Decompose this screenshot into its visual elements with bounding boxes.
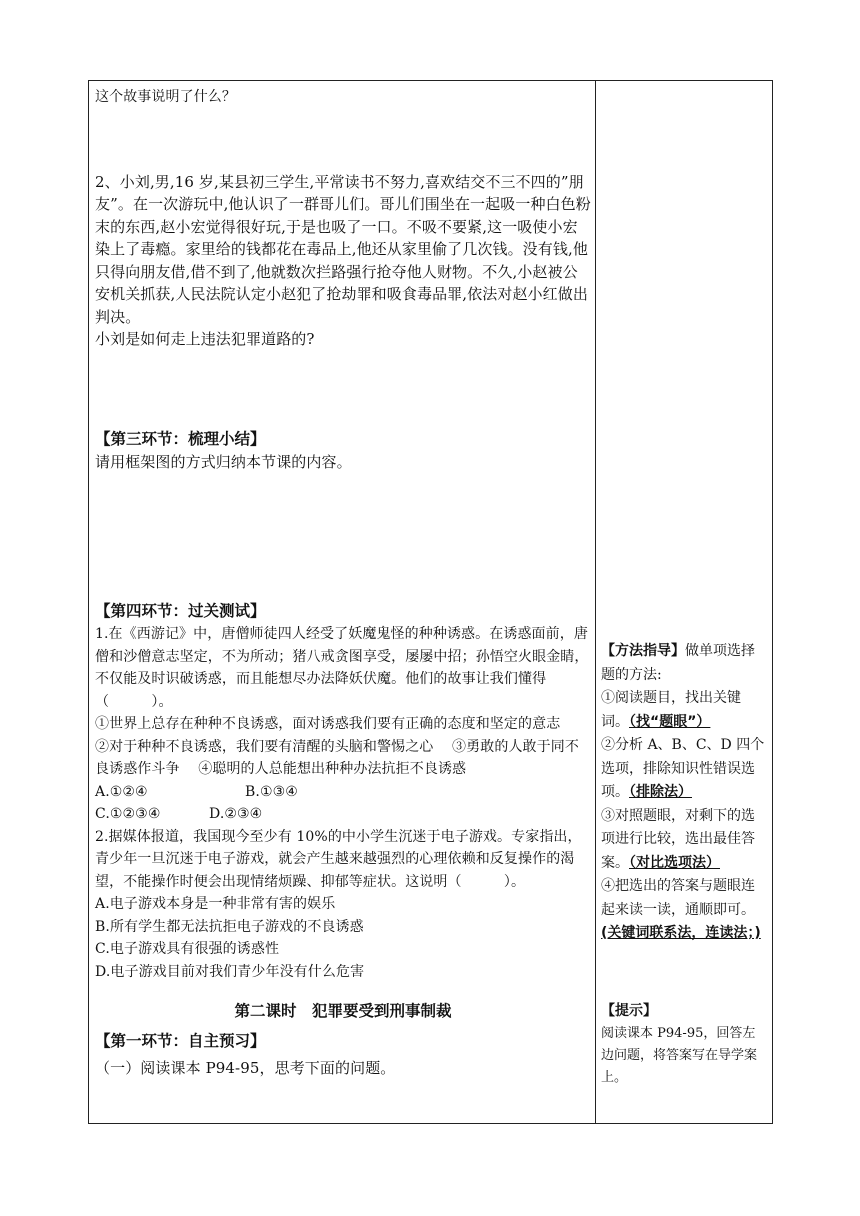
test-question-1: 1.在《西游记》中，唐僧师徒四人经受了妖魔鬼怪的种种诱惑。在诱惑面前，唐僧和沙僧意志坚定，不为所动；猪八戒贪图享受，屡屡中招；孙悟空火眼金睛，不仅能及时识破诱惑，而且能想尽办法降妖伏魔。他们的故事让我们懂得 （ ）。: [95, 626, 589, 710]
test-question-1-statements: ①世界上总存在种种不良诱惑，面对诱惑我们要有正确的态度和坚定的意志 ②对于种种不良诱惑，我们要有清醒的头脑和警惕之心 ③勇敢的人敢于同不良诱惑作斗争 ④聪明的人总能想出种种办法抗拒不良诱惑: [95, 716, 589, 777]
option-d: D.②③④: [209, 806, 263, 822]
question-2-text: 2、小刘,男,16 岁,某县初三学生,平常读书不努力,喜欢结交不三不四的”朋友”。在一次游玩中,他认识了一群哥儿们。哥儿们围坐在一起吸一种白色粉末的东西,赵小宏觉得很好玩,于是也吸了一口。不吸不要紧,这一吸使小宏染上了毒瘾。家里给的钱都花在毒品上,他还从家里偷了几次钱。没有钱,他只得向朋友借,借不到了,他就数次拦路强行抢夺他人财物。不久,小赵被公安机关抓获,人民法院认定小赵犯了抢劫罪和吸食毒品罪,依法对赵小红做出判决。: [95, 172, 591, 326]
lesson-2-prompt: （一）阅读课本 P94-95，思考下面的问题。: [95, 1059, 396, 1077]
test-question-2-option-c: C.电子游戏具有很强的诱惑性: [95, 941, 280, 957]
method-step-4: [601, 875, 767, 946]
method-guide-intro: 做单项选择题的方法:: [601, 643, 755, 683]
method-step-1-tag: （找“题眼”）: [629, 713, 711, 730]
option-a: A.①②④: [95, 783, 148, 800]
section-3-text: 请用框架图的方式归纳本节课的内容。: [95, 452, 352, 471]
method-step-3-text: ③对照题眼，对剩下的选项进行比较，选出最佳答案。: [601, 807, 755, 871]
method-step-2: [601, 734, 767, 805]
section-4-heading: 【第四环节：过关测试】: [95, 602, 266, 620]
tip-label: [601, 1000, 767, 1024]
test-question-1-options-row2: [95, 803, 591, 826]
question-1-tail: 这个故事说明了什么？: [95, 89, 236, 105]
option-c: C.①②③④: [95, 806, 161, 822]
side-column: [601, 640, 767, 1089]
test-question-2-option-a: A.电子游戏本身是一种非常有害的娱乐: [95, 896, 336, 912]
method-step-3: [601, 805, 767, 876]
tip-text: 阅读课本 P94-95，回答左边问题，将答案写在导学案上。: [601, 1026, 758, 1085]
tip-label-text: 【提示】: [601, 1002, 657, 1019]
method-step-1-text: ①阅读题目，找出关键词。: [601, 690, 741, 730]
method-guide: [601, 640, 767, 687]
test-question-2-option-d: D.电子游戏目前对我们青少年没有什么危害: [95, 963, 365, 980]
test-question-2-option-b: B.所有学生都无法抗拒电子游戏的不良诱惑: [95, 918, 364, 935]
method-step-2-text: ②分析 A、B、C、D 四个选项，排除知识性错误选项。: [601, 737, 765, 800]
method-step-4-text: ④把选出的答案与题眼连起来读一读，通顺即可。: [601, 878, 755, 918]
question-2-question: 小刘是如何走上违法犯罪道路的?: [95, 330, 315, 348]
lesson-2-title: 第二课时 犯罪要受到刑事制裁: [234, 1002, 452, 1020]
section-3-heading: 【第三环节：梳理小结】: [95, 429, 266, 448]
method-guide-label: 【方法指导】: [601, 643, 685, 659]
test-question-1-options-row1: [95, 781, 591, 804]
lesson-2-section-1-heading: 【第一环节：自主预习】: [95, 1032, 266, 1050]
method-step-4-tag: (关键词联系法，连读法；): [601, 925, 761, 941]
column-divider: [595, 80, 596, 1124]
method-step-2-tag: （排除法）: [629, 784, 692, 800]
main-column: [95, 84, 591, 1080]
method-step-3-tag: （对比选项法）: [629, 854, 720, 871]
method-step-1: [601, 687, 767, 734]
option-b: B.①③④: [245, 783, 298, 800]
test-question-2: 2.据媒体报道，我国现今至少有 10%的中小学生沉迷于电子游戏。专家指出，青少年一旦沉迷于电子游戏，就会产生越来越强烈的心理依赖和反复操作的渴望，不能操作时便会出现情绪烦躁、抑郁等症状。这说明（ ）。: [95, 828, 582, 890]
